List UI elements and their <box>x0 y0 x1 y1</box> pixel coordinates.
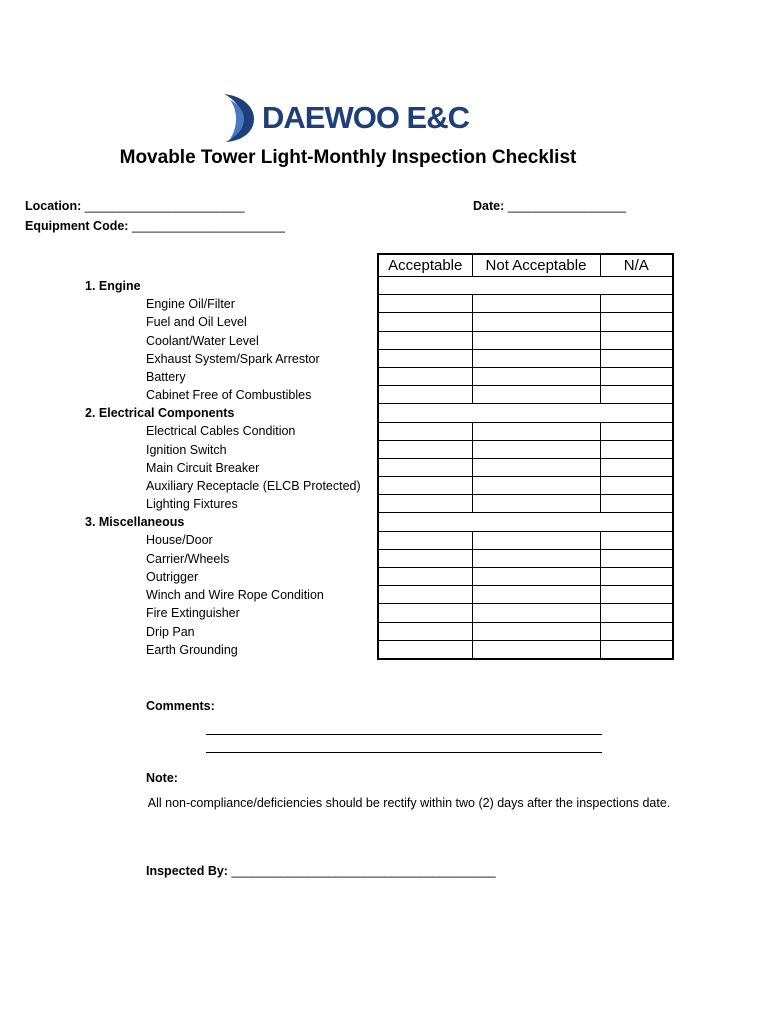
list-item: Auxiliary Receptacle (ELCB Protected) <box>146 479 361 493</box>
na-cell[interactable] <box>600 349 673 367</box>
acceptable-cell[interactable] <box>378 568 472 586</box>
acceptable-cell[interactable] <box>378 295 472 313</box>
section-title-engine: 1. Engine <box>85 279 141 293</box>
list-item: Winch and Wire Rope Condition <box>146 588 324 602</box>
acceptable-cell[interactable] <box>378 313 472 331</box>
acceptable-cell[interactable] <box>378 477 472 495</box>
not-acceptable-cell[interactable] <box>472 604 600 622</box>
not-acceptable-cell[interactable] <box>472 386 600 404</box>
na-cell[interactable] <box>600 295 673 313</box>
na-cell[interactable] <box>600 495 673 513</box>
list-item: Main Circuit Breaker <box>146 461 260 475</box>
comments-line-2[interactable] <box>206 752 602 753</box>
list-item: Engine Oil/Filter <box>146 297 235 311</box>
table-row <box>378 295 673 313</box>
page-title: Movable Tower Light-Monthly Inspection Checklist <box>119 147 577 168</box>
date-blank: _________________ <box>507 199 626 213</box>
not-acceptable-cell[interactable] <box>472 313 600 331</box>
list-item: Carrier/Wheels <box>146 552 230 566</box>
inspected-by-field <box>146 864 496 878</box>
company-logo <box>220 92 469 144</box>
na-cell[interactable] <box>600 640 673 659</box>
list-item: Coolant/Water Level <box>146 334 259 348</box>
na-cell[interactable] <box>600 549 673 567</box>
acceptable-cell[interactable] <box>378 331 472 349</box>
table-row <box>378 568 673 586</box>
acceptable-cell[interactable] <box>378 440 472 458</box>
na-cell[interactable] <box>600 477 673 495</box>
equipment-code-blank: ______________________ <box>131 219 285 233</box>
column-header-na: N/A <box>600 254 673 277</box>
not-acceptable-cell[interactable] <box>472 531 600 549</box>
na-cell[interactable] <box>600 586 673 604</box>
section-cell <box>378 404 673 422</box>
table-row <box>378 586 673 604</box>
list-item: Earth Grounding <box>146 643 238 657</box>
table-row <box>378 622 673 640</box>
acceptable-cell[interactable] <box>378 640 472 659</box>
section-title-misc: 3. Miscellaneous <box>85 515 185 529</box>
comments-line-1[interactable] <box>206 734 602 735</box>
table-row <box>378 367 673 385</box>
acceptable-cell[interactable] <box>378 349 472 367</box>
na-cell[interactable] <box>600 331 673 349</box>
column-header-not-acceptable: Not Acceptable <box>472 254 600 277</box>
table-row <box>378 349 673 367</box>
inspected-by-label: Inspected By: <box>146 864 228 878</box>
list-item: Fire Extinguisher <box>146 606 240 620</box>
daewoo-swoosh-icon <box>220 92 260 144</box>
list-item: Fuel and Oil Level <box>146 315 247 329</box>
na-cell[interactable] <box>600 386 673 404</box>
acceptable-cell[interactable] <box>378 458 472 476</box>
na-cell[interactable] <box>600 622 673 640</box>
acceptable-cell[interactable] <box>378 604 472 622</box>
not-acceptable-cell[interactable] <box>472 477 600 495</box>
section-cell <box>378 513 673 531</box>
na-cell[interactable] <box>600 422 673 440</box>
location-blank: _______________________ <box>84 199 245 213</box>
comments-label: Comments: <box>146 699 215 713</box>
acceptable-cell[interactable] <box>378 549 472 567</box>
section-cell <box>378 277 673 295</box>
list-item: House/Door <box>146 533 213 547</box>
date-field <box>473 199 626 213</box>
list-item: Electrical Cables Condition <box>146 424 296 438</box>
section-title-electrical: 2. Electrical Components <box>85 406 235 420</box>
acceptable-cell[interactable] <box>378 531 472 549</box>
table-row <box>378 458 673 476</box>
table-row <box>378 549 673 567</box>
logo-text: DAEWOO E&C <box>262 100 469 135</box>
equipment-code-label: Equipment Code: <box>25 219 129 233</box>
na-cell[interactable] <box>600 313 673 331</box>
location-field <box>25 199 245 213</box>
na-cell[interactable] <box>600 440 673 458</box>
table-row <box>378 313 673 331</box>
table-row <box>378 331 673 349</box>
table-section-row <box>378 513 673 531</box>
list-item: Battery <box>146 370 186 384</box>
na-cell[interactable] <box>600 568 673 586</box>
not-acceptable-cell[interactable] <box>472 586 600 604</box>
not-acceptable-cell[interactable] <box>472 422 600 440</box>
acceptable-cell[interactable] <box>378 622 472 640</box>
not-acceptable-cell[interactable] <box>472 440 600 458</box>
not-acceptable-cell[interactable] <box>472 495 600 513</box>
table-row <box>378 531 673 549</box>
table-row <box>378 477 673 495</box>
list-item: Drip Pan <box>146 625 195 639</box>
table-section-row <box>378 277 673 295</box>
acceptable-cell[interactable] <box>378 422 472 440</box>
location-label: Location: <box>25 199 82 213</box>
table-row <box>378 440 673 458</box>
list-item: Cabinet Free of Combustibles <box>146 388 312 402</box>
list-item: Outrigger <box>146 570 199 584</box>
date-label: Date: <box>473 199 505 213</box>
acceptable-cell[interactable] <box>378 495 472 513</box>
na-cell[interactable] <box>600 604 673 622</box>
equipment-code-field <box>25 219 285 233</box>
column-header-acceptable: Acceptable <box>378 254 472 277</box>
not-acceptable-cell[interactable] <box>472 367 600 385</box>
note-text: All non-compliance/deficiencies should be rectify within two (2) days after the inspections date. <box>147 796 671 810</box>
list-item: Lighting Fixtures <box>146 497 238 511</box>
list-item: Ignition Switch <box>146 443 227 457</box>
acceptable-cell[interactable] <box>378 367 472 385</box>
acceptable-cell[interactable] <box>378 586 472 604</box>
table-row <box>378 386 673 404</box>
checklist-table <box>377 253 674 660</box>
acceptable-cell[interactable] <box>378 386 472 404</box>
inspected-by-blank: ______________________________________ <box>231 864 496 878</box>
note-label: Note: <box>146 771 178 785</box>
not-acceptable-cell[interactable] <box>472 295 600 313</box>
not-acceptable-cell[interactable] <box>472 568 600 586</box>
table-row <box>378 495 673 513</box>
na-cell[interactable] <box>600 531 673 549</box>
not-acceptable-cell[interactable] <box>472 458 600 476</box>
table-section-row <box>378 404 673 422</box>
list-item: Exhaust System/Spark Arrestor <box>146 352 320 366</box>
not-acceptable-cell[interactable] <box>472 549 600 567</box>
table-row <box>378 604 673 622</box>
table-row <box>378 640 673 659</box>
na-cell[interactable] <box>600 458 673 476</box>
table-header-row <box>378 254 673 277</box>
not-acceptable-cell[interactable] <box>472 331 600 349</box>
not-acceptable-cell[interactable] <box>472 640 600 659</box>
na-cell[interactable] <box>600 367 673 385</box>
not-acceptable-cell[interactable] <box>472 349 600 367</box>
table-row <box>378 422 673 440</box>
not-acceptable-cell[interactable] <box>472 622 600 640</box>
